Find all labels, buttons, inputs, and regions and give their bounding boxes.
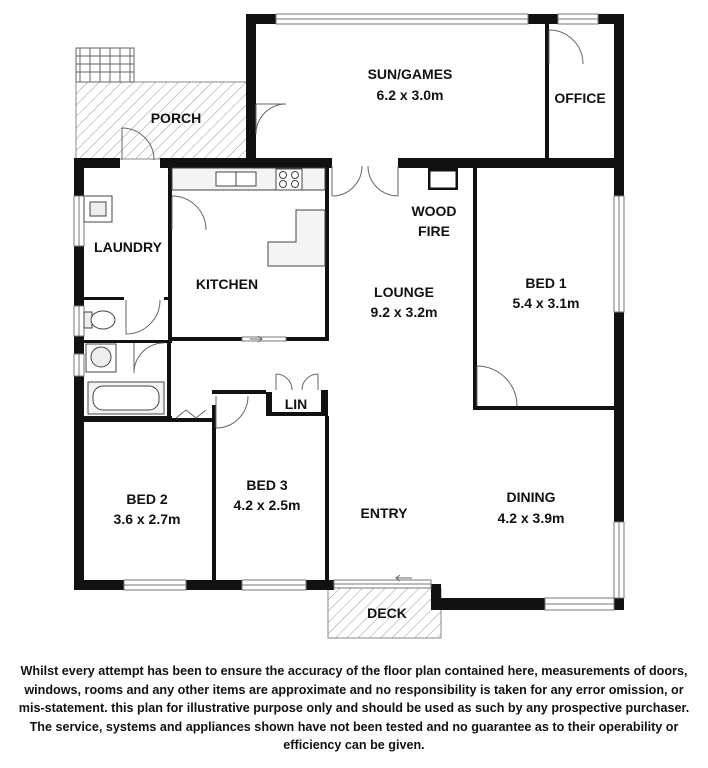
dining-label: DINING (506, 489, 556, 505)
wood-fire-box (431, 172, 455, 187)
dining-size: 4.2 x 3.9m (497, 510, 565, 526)
bed1-label: BED 1 (525, 275, 567, 291)
cooktop (276, 169, 302, 190)
bed1-size: 5.4 x 3.1m (512, 295, 580, 311)
wood-fire-label-1: WOOD (411, 203, 457, 219)
vanity-basin (86, 344, 116, 372)
lin-label: LIN (284, 396, 308, 412)
porch-area (76, 48, 248, 159)
toilet (84, 311, 115, 329)
entry-label: ENTRY (360, 505, 408, 521)
laundry-label: LAUNDRY (94, 239, 162, 255)
disclaimer-text: Whilst every attempt has been to ensure the accuracy of the floor plan contained here, measurements of doors, windows, rooms and any other items are approximate and no responsibility is taken for any error omission, or mis-statement. this plan for illustrative purpose only and should be used as such by any prospective purchaser. The service, systems and appliances shown have not been tested and no guarantee as to their operability or efficiency can be given. (18, 664, 690, 753)
kitchen-label: KITCHEN (195, 276, 259, 292)
deck-label: DECK (367, 605, 407, 621)
lounge-label: LOUNGE (374, 284, 434, 300)
bed3-label: BED 3 (246, 477, 288, 493)
bathtub (88, 382, 164, 414)
wood-fire-label-2: FIRE (418, 223, 450, 239)
bed2-size: 3.6 x 2.7m (113, 511, 181, 527)
sun-games-label: SUN/GAMES (367, 66, 453, 82)
office-label: OFFICE (554, 90, 606, 106)
lounge-size: 9.2 x 3.2m (370, 304, 438, 320)
sun-games-size: 6.2 x 3.0m (376, 87, 444, 103)
bed3-size: 4.2 x 2.5m (233, 497, 301, 513)
porch-label: PORCH (150, 110, 202, 126)
bed2-label: BED 2 (126, 491, 168, 507)
kitchen-island (268, 210, 325, 266)
